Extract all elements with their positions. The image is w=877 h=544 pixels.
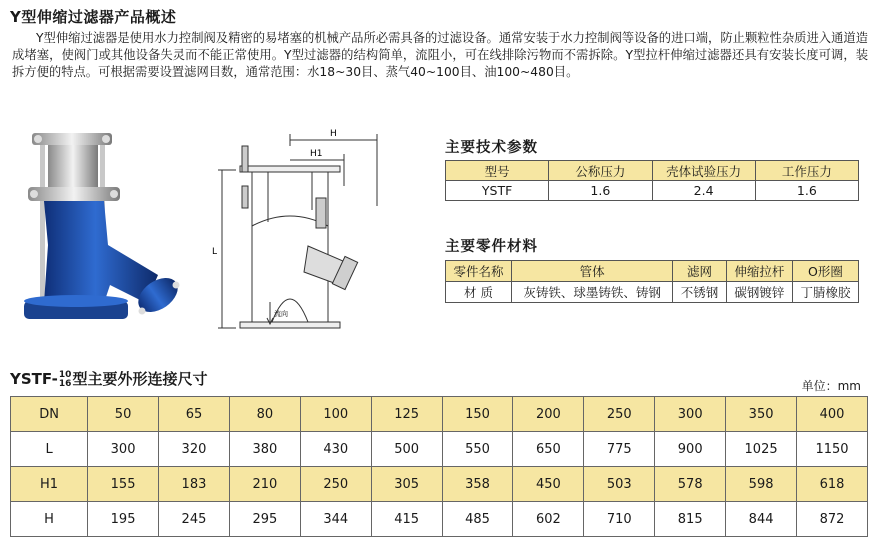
table-cell: 65 [159,397,230,432]
row-label-cell: DN [11,397,88,432]
table-row [11,432,868,467]
table-cell: 1150 [797,432,868,467]
dim-label-h: H [330,129,337,139]
dimensions-title [10,368,207,389]
fraction-top: 10 [58,369,72,380]
table-cell: 材 质 [446,282,512,303]
table-cell: YSTF [446,181,549,201]
table-cell: 844 [726,502,797,537]
table-cell: 305 [371,467,442,502]
unit-label: 单位：mm [801,379,861,393]
table-row [446,181,859,201]
table-header-cell: 工作压力 [755,161,858,181]
table-row [11,502,868,537]
materials-title: 主要零件材料 [445,239,538,255]
pressure-fraction [59,371,72,389]
table-cell: 不锈钢 [673,282,727,303]
table-cell: 400 [797,397,868,432]
table-cell: 250 [584,397,655,432]
table-cell: 300 [655,397,726,432]
table-cell: 300 [88,432,159,467]
table-cell: 618 [797,467,868,502]
table-cell: 155 [88,467,159,502]
table-cell: 183 [159,467,230,502]
dimensions-title-suffix: 型主要外形连接尺寸 [72,370,208,388]
table-header-cell: 零件名称 [446,261,512,282]
table-header-cell: 伸缩拉杆 [726,261,792,282]
dim-label-h1: H1 [310,149,323,159]
table-header-cell: 滤网 [673,261,727,282]
dimensions-table [10,396,868,537]
table-cell: 415 [371,502,442,537]
table-cell: 1.6 [755,181,858,201]
table-header-cell: O形圈 [792,261,858,282]
dim-label-l: L [212,247,218,257]
table-cell: 1.6 [549,181,652,201]
tech-params-table [445,160,859,201]
table-cell: 602 [513,502,584,537]
table-cell: 100 [300,397,371,432]
table-header-cell: 壳体试验压力 [652,161,755,181]
table-cell: 2.4 [652,181,755,201]
table-cell: 598 [726,467,797,502]
table-cell: 1025 [726,432,797,467]
page-title: Y型伸缩过滤器产品概述 [10,8,177,26]
table-cell: 500 [371,432,442,467]
table-cell: 872 [797,502,868,537]
table-header-row [446,261,859,282]
table-cell: 150 [442,397,513,432]
table-cell: 灰铸铁、球墨铸铁、铸钢 [512,282,673,303]
table-cell: 350 [726,397,797,432]
valve-drawing [212,126,384,336]
table-cell: 578 [655,467,726,502]
table-cell: 358 [442,467,513,502]
table-cell: 344 [300,502,371,537]
table-cell: 200 [513,397,584,432]
table-cell: 250 [300,467,371,502]
row-label-cell: H [11,502,88,537]
intro-paragraph: Y型伸缩过滤器是使用水力控制阀及精密的易堵塞的机械产品所必需具备的过滤设备。通常安装于水力控制阀等设备的进口端，防止颗粒性杂质进入通道造成堵塞，使阀门或其他设备失灵而不能正常使用。Y型过滤器的结构简单，流阻小，可在线排除污物而不需拆除。Y型拉杆伸缩过滤器还具有安装长度可调，装拆方便的特点。可根据需要设置滤网目数，通常范围：水18~30目、蒸气40~100目、油100~480目。 [12,31,868,79]
table-cell: 210 [229,467,300,502]
flow-label: 流向 [274,310,288,318]
table-header-cell: 公称压力 [549,161,652,181]
table-cell: 80 [229,397,300,432]
table-row [11,467,868,502]
table-cell: 900 [655,432,726,467]
table-header-cell: 型号 [446,161,549,181]
table-cell: 430 [300,432,371,467]
table-cell: 775 [584,432,655,467]
table-cell: 195 [88,502,159,537]
row-label-cell: H1 [11,467,88,502]
materials-table [445,260,859,303]
table-cell: 450 [513,467,584,502]
fraction-bottom: 16 [58,378,72,389]
table-cell: 碳钢镀锌 [726,282,792,303]
table-cell: 710 [584,502,655,537]
table-cell: 550 [442,432,513,467]
table-row [446,282,859,303]
table-cell: 503 [584,467,655,502]
table-cell: 320 [159,432,230,467]
table-cell: 245 [159,502,230,537]
row-label-cell: L [11,432,88,467]
valve-photo [18,125,190,335]
dimensions-title-prefix: YSTF- [10,370,58,388]
table-cell: 295 [229,502,300,537]
table-cell: 125 [371,397,442,432]
table-cell: 650 [513,432,584,467]
table-header-row [446,161,859,181]
table-cell: 485 [442,502,513,537]
intro-text [12,30,868,81]
table-header-cell: 管体 [512,261,673,282]
table-cell: 380 [229,432,300,467]
table-cell: 丁腈橡胶 [792,282,858,303]
table-cell: 50 [88,397,159,432]
table-cell: 815 [655,502,726,537]
table-row [11,397,868,432]
tech-params-title: 主要技术参数 [445,140,538,156]
